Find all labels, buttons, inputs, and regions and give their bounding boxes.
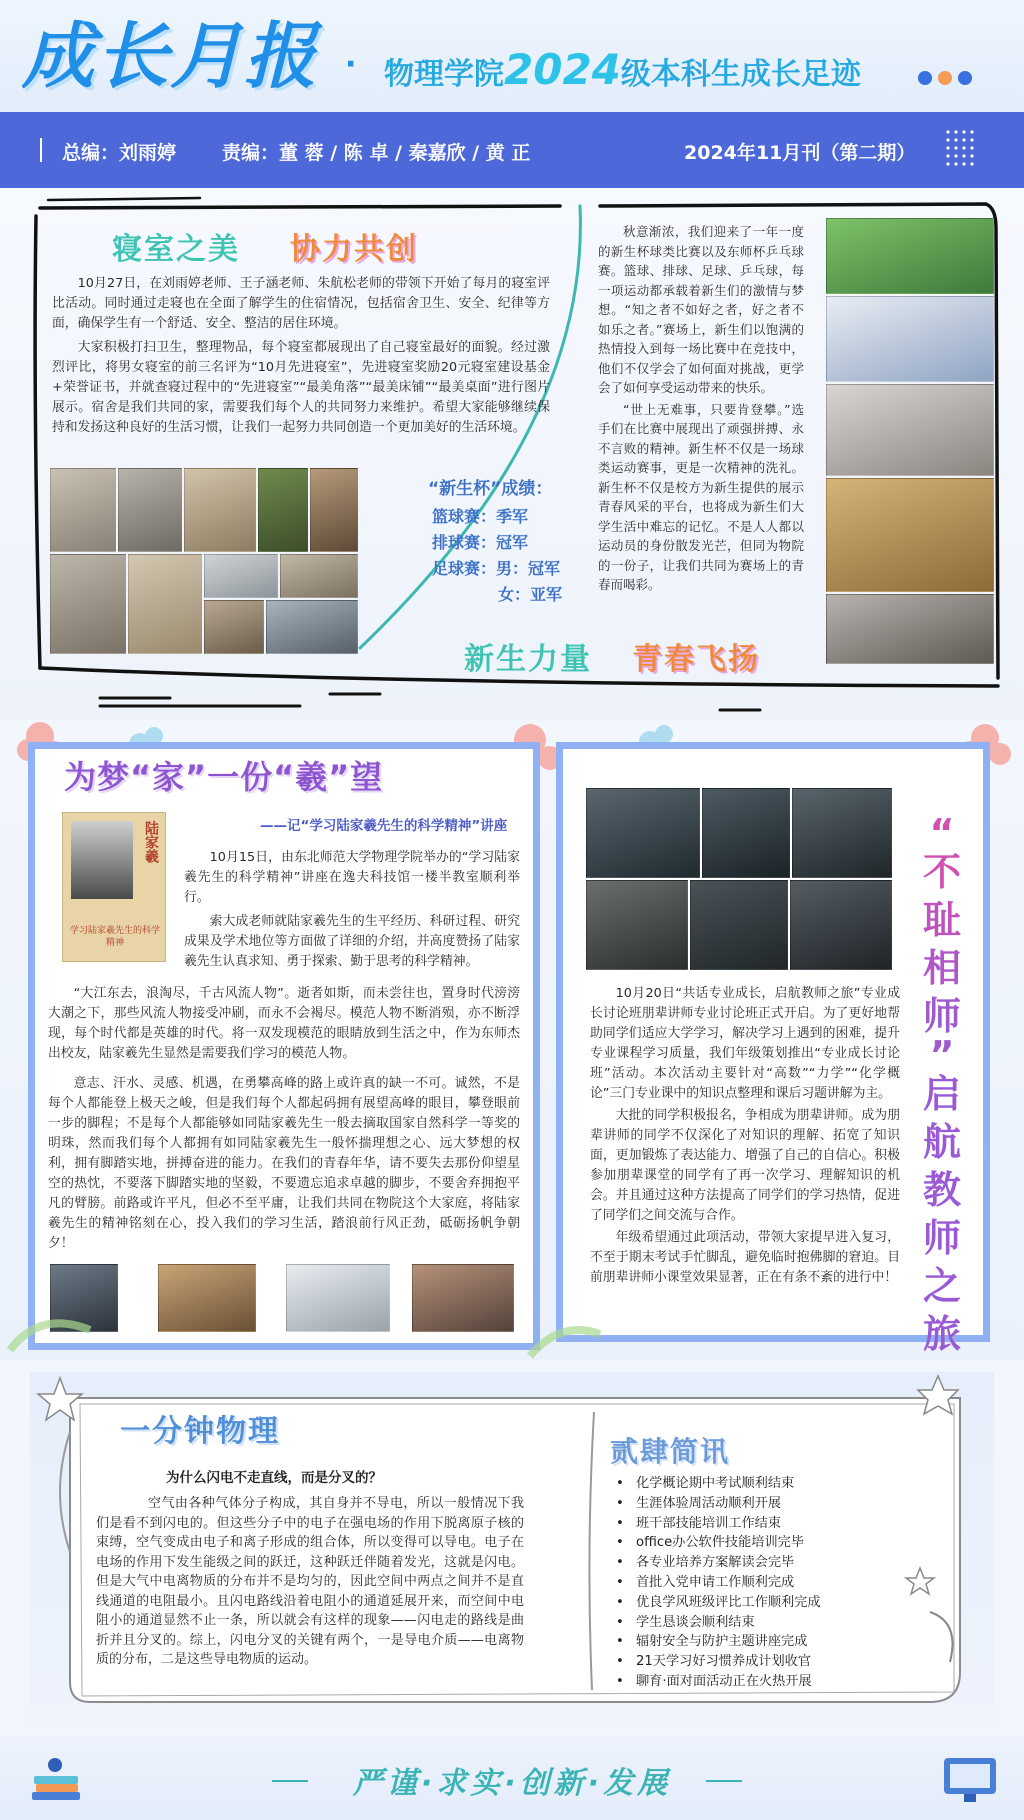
dorm-photo [118,468,182,552]
subtitle-suffix: 级本科生成长足迹 [620,57,861,92]
vertical-title-char: 航 [922,1120,961,1164]
newspaper-title: 成长月报 [22,14,319,98]
lecture-subtitle: ——记“学习陆家羲先生的科学精神”讲座 [260,818,508,834]
dorm-photo [258,468,308,552]
vertical-title-char: ” [929,1033,955,1077]
leaf-decoration [0,1300,1024,1360]
cup-result-volleyball: 排球赛：冠军 [432,533,529,552]
dorm-photo [128,554,202,654]
mentor-photo-grid [586,788,892,970]
cup-photo [826,218,994,294]
news-item: • 化学概论期中考试顺利结束 [606,1474,896,1494]
lecture-title: 为梦“家”一份“羲”望 [64,758,384,796]
footer-motto: 严谨·求实·创新·发展 [352,1766,672,1801]
news-item: • 学生恳谈会顺利结束 [606,1613,896,1633]
news-item: • 生涯体验周活动顺利开展 [606,1494,896,1514]
mentor-photo [702,788,790,878]
mentor-paragraph: 大批的同学积极报名，争相成为朋辈讲师。成为朋辈讲师的同学不仅深化了对知识的理解、拓宽了知识面，更加锻炼了表达能力、增强了自己的自信心。积极参加朋辈课堂的同学有了再一次学习、理解知识的机会。并且通过这种方法提高了同学们的学习热情，促进了同学们之间交流与合作。 [590,1108,900,1223]
lecture-paragraph: 10月15日，由东北师范大学物理学院举办的“学习陆家羲先生的科学精神”讲座在逸夫科技馆一楼半教室顺利举行。 [184,850,520,905]
dorm-photo [50,468,116,552]
cup-result-football-women: 女：亚军 [498,585,563,604]
cup-photo [826,594,994,664]
vertical-title-char: 不 [922,850,961,894]
mentor-photo [690,880,788,970]
mentor-photo [586,788,700,878]
cup-results [428,476,588,608]
cup-paragraph: 秋意渐浓，我们迎来了一年一度的新生杯球类比赛以及东师杯乒乓球赛。篮球、排球、足球、乒乓球，每一项运动都承载着新生们的激情与梦想。“知之者不如好之者，好之者不如乐之者。”赛场上，新生们以饱满的热情投入到每一场比赛中在竞技中，他们不仅学会了如何面对挑战，更学会了如何享受运动带来的快乐。 [598,224,804,395]
dorm-photo [204,554,278,598]
dorm-photo [266,600,358,654]
mentor-text [590,984,900,1288]
cup-result-football: 足球赛：男：冠军 [432,559,561,578]
mentor-photo [790,880,892,970]
subtitle [384,45,861,101]
books-icon [28,1752,84,1808]
mentor-paragraph: 10月20日“共话专业成长，启航教师之旅”专业成长讨论班朋辈讲师专业讨论班正式开启。为了更好地帮助同学们适应大学学习，解决学习上遇到的困难，提升专业课程学习质量，我们年级策划推出“专业成长讨论班”活动。本次活动主要针对“高数”“力学”“化学概论”三门专业课中的知识点整理和课后习题讲解为主。 [590,986,900,1101]
vertical-title-char: “ [929,811,955,855]
dorm-photo [184,468,256,552]
cup-photo [826,478,994,592]
vertical-title-char: 师 [922,994,961,1038]
subtitle-year: 2024 [504,45,621,94]
vertical-title-char: 师 [922,1216,961,1260]
news-item: • 各专业培养方案解读会完毕 [606,1553,896,1573]
news-item: • 优良学风班级评比工作顺利完成 [606,1593,896,1613]
portrait-photo [71,821,133,899]
news-item: • 21天学习好习惯养成计划收官 [606,1652,896,1672]
vertical-title-char: 启 [922,1072,961,1116]
physics-title: 一分钟物理 [120,1414,280,1449]
news-item: • 首批入党申请工作顺利完成 [606,1573,896,1593]
vertical-title-char: 耻 [922,898,961,942]
news-title: 贰肆简讯 [610,1435,731,1468]
subtitle-prefix: 物理学院 [384,57,504,92]
dorm-title-right: 协力共创 [290,232,418,267]
dot-grid-decoration [944,128,976,168]
book-tagline: 学习陆家羲先生的科学精神 [69,926,160,948]
dorm-photo-grid [50,468,358,654]
lecture-intro-text [184,848,520,972]
title-dot: · [345,47,357,82]
dorm-photo [310,468,358,552]
lecture-paragraph: 索大成老师就陆家羲先生的生平经历、科研过程、研究成果及学术地位等方面做了详细的介绍，并高度赞扬了陆家羲先生认真求知、勇于探索、勤于思考的科学精神。 [184,914,520,969]
dorm-title-left: 寝室之美 [112,232,240,267]
news-item: • 班干部技能培训工作结束 [606,1514,896,1534]
mentor-vertical-title [920,811,964,1358]
dorm-paragraph: 10月27日，在刘雨婷老师、王子涵老师、朱航松老师的带领下开始了每月的寝室评比活动。同时通过走寝也在全面了解学生的住宿情况，包括宿舍卫生、安全、纪律等方面，确保学生有一个舒适、安全、整洁的居住环境。 [52,276,550,331]
book-name: 陆家羲 [143,821,159,863]
book-cover [62,812,166,962]
news-item: • 辐射安全与防护主题讲座完成 [606,1632,896,1652]
cup-result-basketball: 篮球赛：季军 [432,507,529,526]
vertical-title-char: 相 [922,946,961,990]
news-list [606,1474,896,1692]
vertical-title-char: 之 [922,1264,961,1308]
lecture-body-text [48,984,520,1254]
header-dots-decoration [918,70,972,89]
vertical-title-char: 旅 [922,1312,961,1356]
dorm-paragraph: 大家积极打扫卫生，整理物品，每个寝室都展现出了自己寝室最好的面貌。经过激烈评比，将男女寝室的前三名评为“10月先进寝室”，先进寝室奖励20元寝室建设基金+荣誉证书，并就查寝过程中的“先进寝室”“最美角落”“最美床铺”“最美桌面”进行图片展示。宿舍是我们共同的家，需要我们每个人的共同努力来维护。希望大家能够继续保持和发扬这种良好的生活习惯，让我们一起努力共同创造一个更加美好的生活环境。 [52,340,550,435]
physics-question: 为什么闪电不走直线，而是分叉的？ [166,1470,382,1486]
dorm-text [52,274,550,438]
cup-paragraph: “世上无难事，只要肯登攀。”选手们在比赛中展现出了顽强拼搏、永不言败的精神。新生杯不仅是一场球类运动赛事，更是一次精神的洗礼。新生杯不仅是校方为新生提供的展示青春风采的平台，也将成为新生们大学生活中难忘的记忆。不是人人都以运动员的身份散发光芒，但同为物院的一份子，让我们共同为赛场上的青春而喝彩。 [598,401,804,592]
physics-answer: 空气由各种气体分子构成，其自身并不导电，所以一般情况下我们是看不到闪电的。但这些分子中的电子在强电场的作用下脱离原子核的束缚，空气变成由电子和离子形成的组合体，所以变得可以导电。电子在电场的作用下发生能级之间的跃迁，这种跃迁伴随着发光，这就是闪电。但是大气中电离物质的分布并不是均匀的，因此空间中两点之间并不是直线通道的电阻最小。且闪电路线沿着电阻小的通道延展开来，而空间中电阻小的通道显然不止一条，所以就会有这样的现象——闪电走的路线是曲折并且分叉的。综上，闪电分叉的关键有两个，一是导电介质——电离物质的分布，二是这些导电物质的运动。 [96,1496,524,1667]
editors-bar-divider [40,138,42,162]
mentor-photo [792,788,892,878]
cup-slogan-left: 新生力量 [464,642,592,677]
lecture-paragraph: 意志、汗水、灵感、机遇，在勇攀高峰的路上或许真的缺一不可。诚然，不是每个人都能登上极天之峻，但是我们每个人都起码拥有展望高峰的眼目，攀登眼前一步的脚程；不是每个人都能够如同陆家羲先生一般去摘取国家自然科学一等奖的明珠，然而我们每个人都拥有如同陆家羲先生一般怀揣理想之心、远大梦想的权利，拥有脚踏实地，拼搏奋进的能力。在我们的青春年华，请不要失去那份仰望星空的热忱，不要落下脚踏实地的坚毅，不要遗忘追求卓越的脚步，不要舍弃拥抱平凡的臂膀。前路或许平凡，但必不至平庸，让我们共同在物院这个大家庭，将陆家羲先生的精神铭刻在心，投入我们的学习生活，踏浪前行风正劲，砥砺扬帆争朝夕！ [48,1076,520,1251]
chief-editor: 总编：刘雨婷 [62,142,177,164]
dorm-photo [50,554,126,654]
cup-text [598,222,804,595]
monitor-icon [940,1750,1000,1810]
cup-slogan-right: 青春飞扬 [632,642,760,677]
cup-photo-column [826,218,994,664]
vertical-title-char: 教 [922,1168,961,1212]
cup-photo [826,384,994,476]
dorm-photo [204,600,264,654]
news-item: • 聊育·面对面活动正在火热开展 [606,1672,896,1692]
news-item: • office办公软件技能培训完毕 [606,1533,896,1553]
editors: 责编：董 蓉 / 陈 卓 / 秦嘉欣 / 黄 正 [222,142,531,164]
issue-number: 2024年11月刊（第二期） [684,142,916,164]
editors-bar [0,112,1024,188]
cup-results-title: “新生杯”成绩： [428,479,553,499]
mentor-paragraph: 年级希望通过此项活动，带领大家提早进入复习，不至于期末考试手忙脚乱，避免临时抱佛脚的窘迫。目前朋辈讲师小课堂效果显著，正在有条不紊的进行中！ [590,1230,900,1285]
dorm-photo [280,554,358,598]
header [0,0,1024,112]
mentor-photo [586,880,688,970]
cup-photo [826,296,994,382]
lecture-paragraph: “大江东去，浪淘尽，千古风流人物”。逝者如斯，而未尝往也，置身时代滂滂大潮之下，那些风流人物接受冲刷，而永不会褐尽。模范人物不断消殒，亦不断浮现，每个时代都是英雄的时代。将一双发现模范的眼睛放到生活之中，作为东师杰出校友，陆家羲先生显然是需要我们学习的模范人物。 [48,986,520,1061]
